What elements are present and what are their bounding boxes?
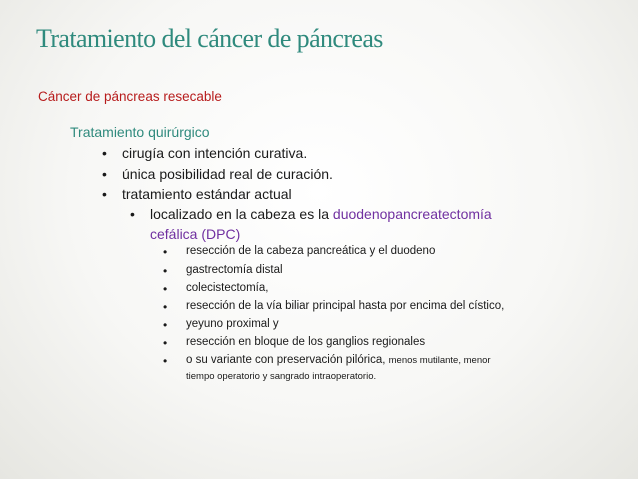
list-item-text: yeyuno proximal y <box>186 318 279 330</box>
list-item-text: tratamiento estándar actual <box>122 186 292 202</box>
list-item-prefix: localizado en la cabeza es la <box>150 206 333 222</box>
bullet-icon: • <box>102 186 107 202</box>
bullet-icon: • <box>163 282 168 296</box>
slide-title: Tratamiento del cáncer de páncreas <box>36 24 383 53</box>
list-item-text: resección de la vía biliar principal hasta por encima del cístico, <box>186 300 505 312</box>
list-item-text: colecistectomía, <box>186 282 269 294</box>
bullet-icon: • <box>163 354 168 368</box>
list-item-text: cirugía con intención curativa. <box>122 145 308 161</box>
list-item-text: resección en bloque de los ganglios regionales <box>186 336 426 348</box>
bullet-icon: • <box>102 166 107 182</box>
list-item-text: gastrectomía distal <box>186 264 283 276</box>
list-item-text <box>150 206 492 222</box>
bullet-icon: • <box>163 336 168 350</box>
bullet-icon: • <box>102 145 107 161</box>
bullet-icon: • <box>163 318 168 332</box>
procedure-highlight: duodenopancreatectomía <box>332 206 492 222</box>
slide-subtitle: Cáncer de páncreas resecable <box>38 89 222 104</box>
section-heading: Tratamiento quirúrgico <box>70 124 210 140</box>
list-item-text: única posibilidad real de curación. <box>122 166 333 182</box>
list-item-main: o su variante con preservación pilórica, <box>186 354 386 366</box>
list-item-text: resección de la cabeza pancreática y el duodeno <box>186 245 436 257</box>
procedure-highlight-line2: cefálica (DPC) <box>150 226 241 242</box>
bullet-icon: • <box>130 206 135 222</box>
bullet-icon: • <box>163 245 168 259</box>
list-item-note-line2: tiempo operatorio y sangrado intraoperatorio. <box>186 371 377 382</box>
list-item-text <box>186 354 491 366</box>
bullet-icon: • <box>163 300 168 314</box>
list-item-note: menos mutilante, menor <box>388 355 491 366</box>
bullet-icon: • <box>163 264 168 278</box>
